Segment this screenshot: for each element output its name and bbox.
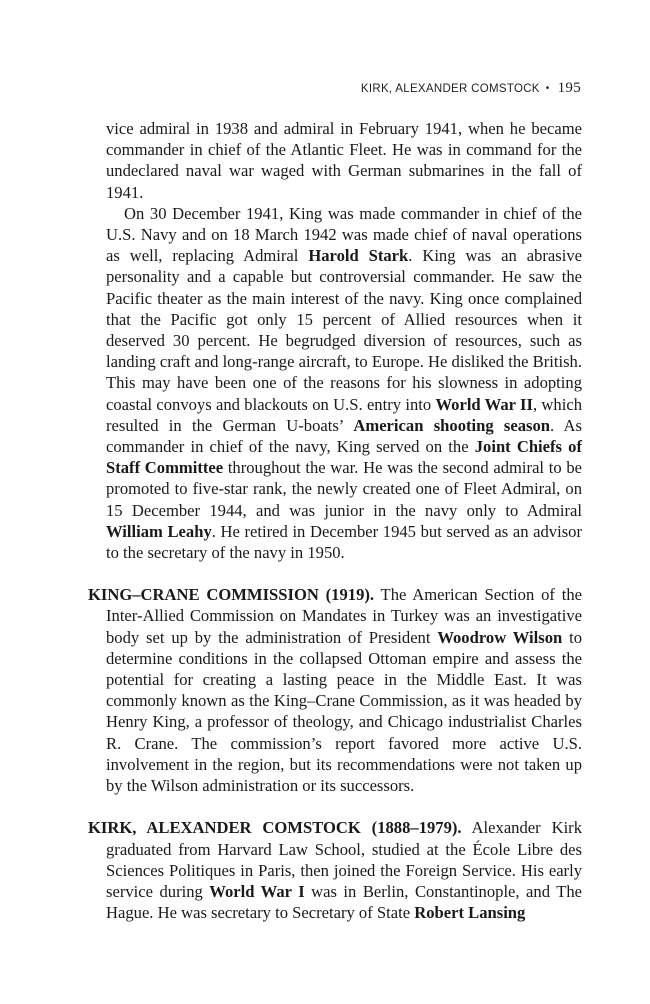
page-body (88, 118, 582, 923)
cross-reference: William Leahy (106, 521, 212, 541)
cross-reference: Harold Stark (308, 246, 409, 266)
cross-reference: Robert Lansing (414, 903, 526, 923)
entry-headword: KIRK, ALEXANDER COMSTOCK (1888–1979). (88, 818, 462, 838)
entry-king-crane-commission: KING–CRANE COMMISSION (1919). The American Section of the Inter-Allied Commission on Mandates in Turkey was an investigative body set up by the administration of President Woodrow Wilson to determine conditions in the collapsed Ottoman empire and assess the potential for creating a lasting peace in the Middle East. It was commonly known as the King–Crane Commission, as it was headed by Henry King, a professor of theology, and Chicago industrialist Charles R. Crane. The commission’s report favored more active U.S. involvement in the region, but its recommendations were not taken up by the Wilson administration or its successors. (88, 585, 582, 796)
cross-reference: Joint Chiefs of Staff Committee (106, 437, 582, 478)
cross-reference: American shooting season (353, 415, 551, 435)
bullet-separator: • (545, 83, 550, 94)
cross-reference: World War II (435, 394, 533, 414)
entry-kirk-alexander-comstock: KIRK, ALEXANDER COMSTOCK (1888–1979). Alexander Kirk graduated from Harvard Law School, studied at the École Libre des Sciences Politiques in Paris, then joined the Foreign Service. His early service during World War I was in Berlin, Constantinople, and The Hague. He was secretary to Secretary of State Robert Lansing (88, 818, 583, 923)
running-head (361, 80, 581, 97)
running-title: KIRK, ALEXANDER COMSTOCK (360, 83, 540, 95)
cross-reference: Woodrow Wilson (437, 627, 563, 647)
page-number: 195 (557, 80, 581, 96)
king-paragraph-1: vice admiral in 1938 and admiral in February 1941, when he became commander in chief of the Atlantic Fleet. He was in command for the undeclared naval war waged with German submarines in the fall of 1941. (106, 119, 582, 202)
cross-reference: World War I (209, 881, 305, 901)
entry-headword: KING–CRANE COMMISSION (1919). (88, 585, 375, 605)
king-paragraph-2: On 30 December 1941, King was made commander in chief of the U.S. Navy and on 18 March 1942 was made chief of naval operations as well, replacing Admiral Harold Stark. King was an abrasive personality and a capable but controversial commander. He saw the Pacific theater as the main interest of the navy. King once complained that the Pacific got only 15 percent of Allied resources when it deserved 30 percent. He begrudged diversion of resources, such as landing craft and long-range aircraft, to Europe. He disliked the British. This may have been one of the reasons for his slowness in adopting coastal convoys and blackouts on U.S. entry into World War II, which resulted in the German U-boats’ American shooting season. As commander in chief of the navy, King served on the Joint Chiefs of Staff Committee throughout the war. He was the second admiral to be promoted to five-star rank, the newly created one of Fleet Admiral, on 15 December 1944, and was junior in the navy only to Admiral William Leahy. He retired in December 1945 but served as an advisor to the secretary of the navy in 1950. (106, 203, 583, 563)
